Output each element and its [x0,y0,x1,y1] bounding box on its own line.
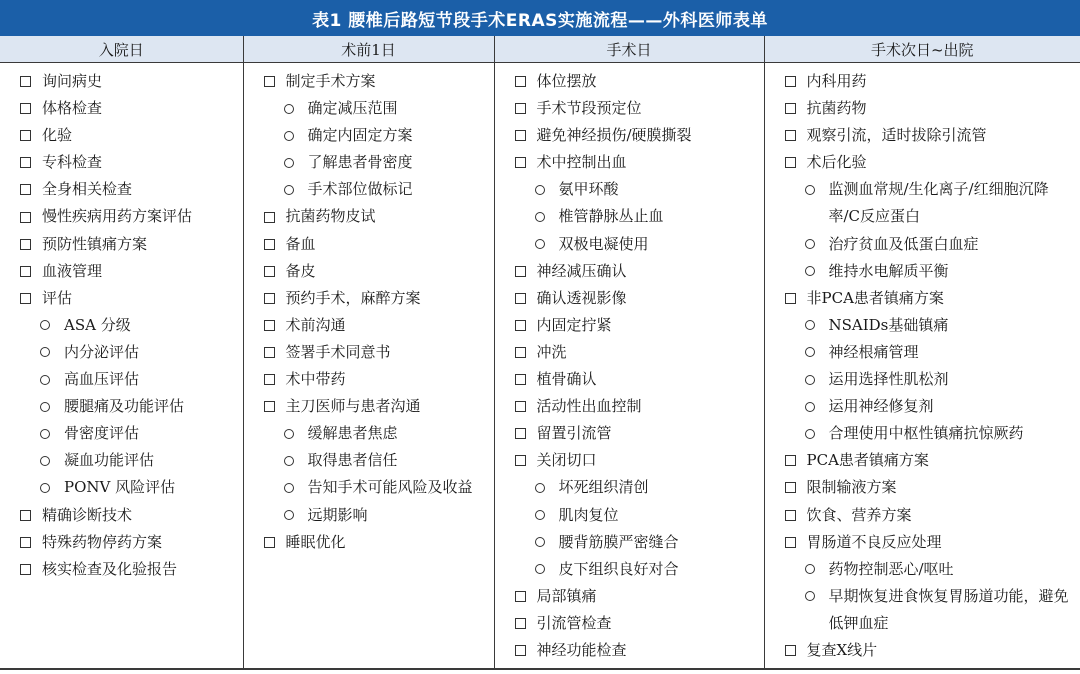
checklist-subitem [244,420,494,447]
circle-bullet-icon [535,556,559,583]
checklist-subitem [765,231,1080,258]
item-label: 术后化验 [806,153,867,172]
checkbox-icon [264,339,286,366]
checkbox-icon [264,203,286,230]
circle-bullet-icon [535,203,559,230]
checklist-item [244,285,494,312]
item-label: 双极电凝使用 [558,234,649,253]
checklist-item [0,95,243,122]
checklist-item [765,68,1080,95]
item-label: 了解患者骨密度 [307,153,413,172]
checklist-item [495,122,764,149]
item-label: 复查X线片 [806,640,878,659]
checkbox-icon [20,68,42,95]
checkbox-icon [264,529,286,556]
checklist-item [495,637,764,664]
item-label: 缓解患者焦虑 [307,424,398,443]
checkbox-icon [515,583,537,610]
item-label: 椎管静脉丛止血 [558,207,664,226]
checklist-item [0,68,243,95]
checkbox-icon [264,285,286,312]
item-label: 冲洗 [536,342,567,361]
circle-bullet-icon [284,420,308,447]
item-label: 化验 [42,126,73,145]
checklist-item [495,447,764,474]
checklist-item [765,95,1080,122]
item-label: 备血 [285,234,316,253]
circle-bullet-icon [805,312,829,339]
checklist-item [244,312,494,339]
item-label: 神经功能检查 [536,640,627,659]
checklist-item [495,258,764,285]
circle-bullet-icon [284,149,308,176]
column-header-postop-to-discharge: 手术次日~出院 [764,36,1080,63]
checkbox-icon [515,258,537,285]
item-label: 抗菌药物 [806,99,867,118]
item-label: 腰腿痛及功能评估 [64,397,185,416]
item-label: 血液管理 [42,261,103,280]
item-label: 术中带药 [285,370,346,389]
item-label: 神经根痛管理 [828,342,919,361]
checklist-item [765,529,1080,556]
checklist-item [765,502,1080,529]
checklist-subitem [0,339,243,366]
checkbox-icon [20,149,42,176]
checkbox-icon [264,312,286,339]
item-label: 内科用药 [806,72,867,90]
checklist-subitem [0,312,243,339]
checklist-subitem [765,339,1080,366]
checklist-subitem [0,393,243,420]
checklist-subitem [0,420,243,447]
item-label: 腰背筋膜严密缝合 [558,532,679,551]
item-label: 预防性镇痛方案 [42,234,148,253]
checkbox-icon [785,529,807,556]
checkbox-icon [785,447,807,474]
item-label: 慢性疾病用药方案评估 [42,207,193,226]
item-label: NSAIDs基础镇痛 [828,315,949,334]
checklist-subitem [244,474,494,501]
table-title: 表1 腰椎后路短节段手术ERAS实施流程——外科医师表单 [0,0,1080,36]
checklist-subitem [765,312,1080,339]
checkbox-icon [20,556,42,583]
item-label: 引流管检查 [536,613,612,632]
checklist-item [244,366,494,393]
item-label: 高血压评估 [64,370,140,389]
checkbox-icon [20,502,42,529]
item-label: 备皮 [285,261,316,280]
column-postop-to-discharge [764,63,1080,670]
checkbox-icon [515,610,537,637]
checklist-item [244,529,494,556]
checkbox-icon [515,420,537,447]
item-label: 合理使用中枢性镇痛抗惊厥药 [828,424,1024,443]
checklist-subitem [244,122,494,149]
circle-bullet-icon [40,393,64,420]
circle-bullet-icon [805,393,829,420]
circle-bullet-icon [40,447,64,474]
checklist-item [244,258,494,285]
checklist-subitem [765,176,1080,230]
checklist-row [0,63,1080,670]
item-label: 手术节段预定位 [536,99,642,118]
item-label: 早期恢复进食恢复胃肠道功能，避免低钾血症 [828,586,1069,632]
checkbox-icon [20,176,42,203]
checklist-subitem [0,474,243,501]
checklist-item [495,68,764,95]
item-label: 取得患者信任 [307,451,398,470]
checklist-item [495,285,764,312]
checklist-subitem [495,203,764,230]
checklist-item [495,610,764,637]
item-label: 内固定拧紧 [536,315,612,334]
checklist-item [0,502,243,529]
checklist-item [495,149,764,176]
checkbox-icon [785,68,807,95]
item-label: 关闭切口 [536,451,597,470]
checkbox-icon [264,393,286,420]
circle-bullet-icon [805,339,829,366]
checklist-subitem [244,502,494,529]
item-label: 饮食、营养方案 [806,505,912,524]
item-label: 核实检查及化验报告 [42,559,178,578]
checkbox-icon [515,68,537,95]
eras-checklist-table [0,36,1080,670]
checklist-subitem [495,529,764,556]
checklist-item [0,258,243,285]
checkbox-icon [785,122,807,149]
checkbox-icon [515,366,537,393]
checklist-subitem [765,420,1080,447]
item-label: 询问病史 [42,72,103,90]
checkbox-icon [785,285,807,312]
item-label: 避免神经损伤/硬膜撕裂 [536,126,692,145]
circle-bullet-icon [40,339,64,366]
checkbox-icon [785,502,807,529]
item-label: 远期影响 [307,505,368,524]
item-label: PCA患者镇痛方案 [806,451,929,470]
item-label: 观察引流，适时拔除引流管 [806,126,987,145]
checklist-subitem [0,366,243,393]
item-label: 确认透视影像 [536,288,627,307]
column-admission-day [0,63,243,670]
circle-bullet-icon [40,420,64,447]
checklist-item [495,393,764,420]
checkbox-icon [20,231,42,258]
item-label: 体位摆放 [536,72,597,90]
item-label: 监测血常规/生化离子/红细胞沉降率/C反应蛋白 [828,180,1049,226]
checklist-item [765,637,1080,664]
checklist-item [765,149,1080,176]
circle-bullet-icon [535,502,559,529]
item-label: 植骨确认 [536,370,597,389]
item-label: 维持水电解质平衡 [828,261,949,280]
checklist-subitem [495,474,764,501]
checklist-subitem [495,556,764,583]
checkbox-icon [785,149,807,176]
checkbox-icon [515,285,537,312]
checklist-item [244,203,494,230]
circle-bullet-icon [805,231,829,258]
item-label: 制定手术方案 [285,72,376,90]
item-label: 神经减压确认 [536,261,627,280]
circle-bullet-icon [40,366,64,393]
checkbox-icon [785,637,807,664]
item-label: 限制输液方案 [806,478,897,497]
checklist-item [0,203,243,230]
item-label: 告知手术可能风险及收益 [307,478,473,497]
checklist-item [495,95,764,122]
item-label: 手术部位做标记 [307,180,413,199]
circle-bullet-icon [284,176,308,203]
column-header-surgery-day: 手术日 [494,36,764,63]
circle-bullet-icon [284,447,308,474]
item-label: 专科检查 [42,153,103,172]
circle-bullet-icon [284,474,308,501]
checklist-subitem [244,95,494,122]
checkbox-icon [264,231,286,258]
item-label: 骨密度评估 [64,424,140,443]
checklist-subitem [495,176,764,203]
circle-bullet-icon [284,122,308,149]
checklist-subitem [244,149,494,176]
circle-bullet-icon [40,312,64,339]
checklist-item [244,393,494,420]
item-label: 肌肉复位 [558,505,619,524]
item-label: 胃肠道不良反应处理 [806,532,942,551]
item-label: 留置引流管 [536,424,612,443]
checklist-item [495,583,764,610]
item-label: 特殊药物停药方案 [42,532,163,551]
checklist-item [495,366,764,393]
item-label: 治疗贫血及低蛋白血症 [828,234,979,253]
item-label: 非PCA患者镇痛方案 [806,288,944,307]
checkbox-icon [20,258,42,285]
checkbox-icon [515,312,537,339]
item-label: PONV 风险评估 [64,478,176,497]
checklist-item [0,122,243,149]
circle-bullet-icon [535,474,559,501]
checklist-item [0,231,243,258]
item-label: 皮下组织良好对合 [558,559,679,578]
checkbox-icon [264,258,286,285]
circle-bullet-icon [805,258,829,285]
checkbox-icon [515,393,537,420]
checkbox-icon [264,366,286,393]
item-label: 精确诊断技术 [42,505,133,524]
checkbox-icon [515,95,537,122]
checklist-subitem [765,583,1080,637]
checklist-item [0,556,243,583]
circle-bullet-icon [805,583,829,610]
item-label: 氨甲环酸 [558,180,619,199]
item-label: 局部镇痛 [536,586,597,605]
checkbox-icon [785,474,807,501]
item-label: 抗菌药物皮试 [285,207,376,226]
checkbox-icon [515,637,537,664]
item-label: 睡眠优化 [285,532,346,551]
item-label: 运用神经修复剂 [828,397,934,416]
checkbox-icon [20,529,42,556]
checklist-subitem [765,258,1080,285]
item-label: 签署手术同意书 [285,342,391,361]
column-header-preop-day: 术前1日 [243,36,494,63]
item-label: 坏死组织清创 [558,478,649,497]
circle-bullet-icon [535,231,559,258]
item-label: 全身相关检查 [42,180,133,199]
circle-bullet-icon [284,95,308,122]
item-label: 体格检查 [42,99,103,118]
checkbox-icon [785,95,807,122]
checkbox-icon [515,447,537,474]
item-label: 预约手术，麻醉方案 [285,288,421,307]
checklist-item [0,529,243,556]
checklist-item [0,176,243,203]
checkbox-icon [20,203,42,230]
item-label: 凝血功能评估 [64,451,155,470]
checkbox-icon [264,68,286,95]
checklist-item [244,231,494,258]
checkbox-icon [515,149,537,176]
circle-bullet-icon [284,502,308,529]
checklist-subitem [244,176,494,203]
item-label: 运用选择性肌松剂 [828,370,949,389]
checklist-item [244,339,494,366]
checklist-subitem [495,502,764,529]
item-label: 确定减压范围 [307,99,398,118]
checkbox-icon [515,122,537,149]
item-label: 活动性出血控制 [536,397,642,416]
circle-bullet-icon [805,366,829,393]
checkbox-icon [20,285,42,312]
checklist-subitem [765,556,1080,583]
circle-bullet-icon [40,474,64,501]
item-label: 内分泌评估 [64,342,140,361]
column-header-admission-day: 入院日 [0,36,243,63]
checkbox-icon [20,122,42,149]
checklist-subitem [765,393,1080,420]
item-label: 确定内固定方案 [307,126,413,145]
item-label: 术前沟通 [285,315,346,334]
checkbox-icon [20,95,42,122]
item-label: 评估 [42,288,73,307]
item-label: 术中控制出血 [536,153,627,172]
checklist-item [244,68,494,95]
circle-bullet-icon [805,176,829,203]
checklist-subitem [0,447,243,474]
checklist-item [765,285,1080,312]
checklist-item [495,420,764,447]
checklist-subitem [495,231,764,258]
circle-bullet-icon [535,529,559,556]
circle-bullet-icon [535,176,559,203]
item-label: ASA 分级 [64,315,131,334]
checklist-item [765,122,1080,149]
header-row [0,36,1080,63]
checklist-subitem [765,366,1080,393]
checklist-item [765,474,1080,501]
checklist-item [495,312,764,339]
checklist-item [0,285,243,312]
circle-bullet-icon [805,556,829,583]
checklist-item [765,447,1080,474]
checklist-item [0,149,243,176]
item-label: 药物控制恶心/呕吐 [828,559,954,578]
column-surgery-day [494,63,764,670]
column-preop-day [243,63,494,670]
checklist-subitem [244,447,494,474]
item-label: 主刀医师与患者沟通 [285,397,421,416]
circle-bullet-icon [805,420,829,447]
checklist-item [495,339,764,366]
checkbox-icon [515,339,537,366]
